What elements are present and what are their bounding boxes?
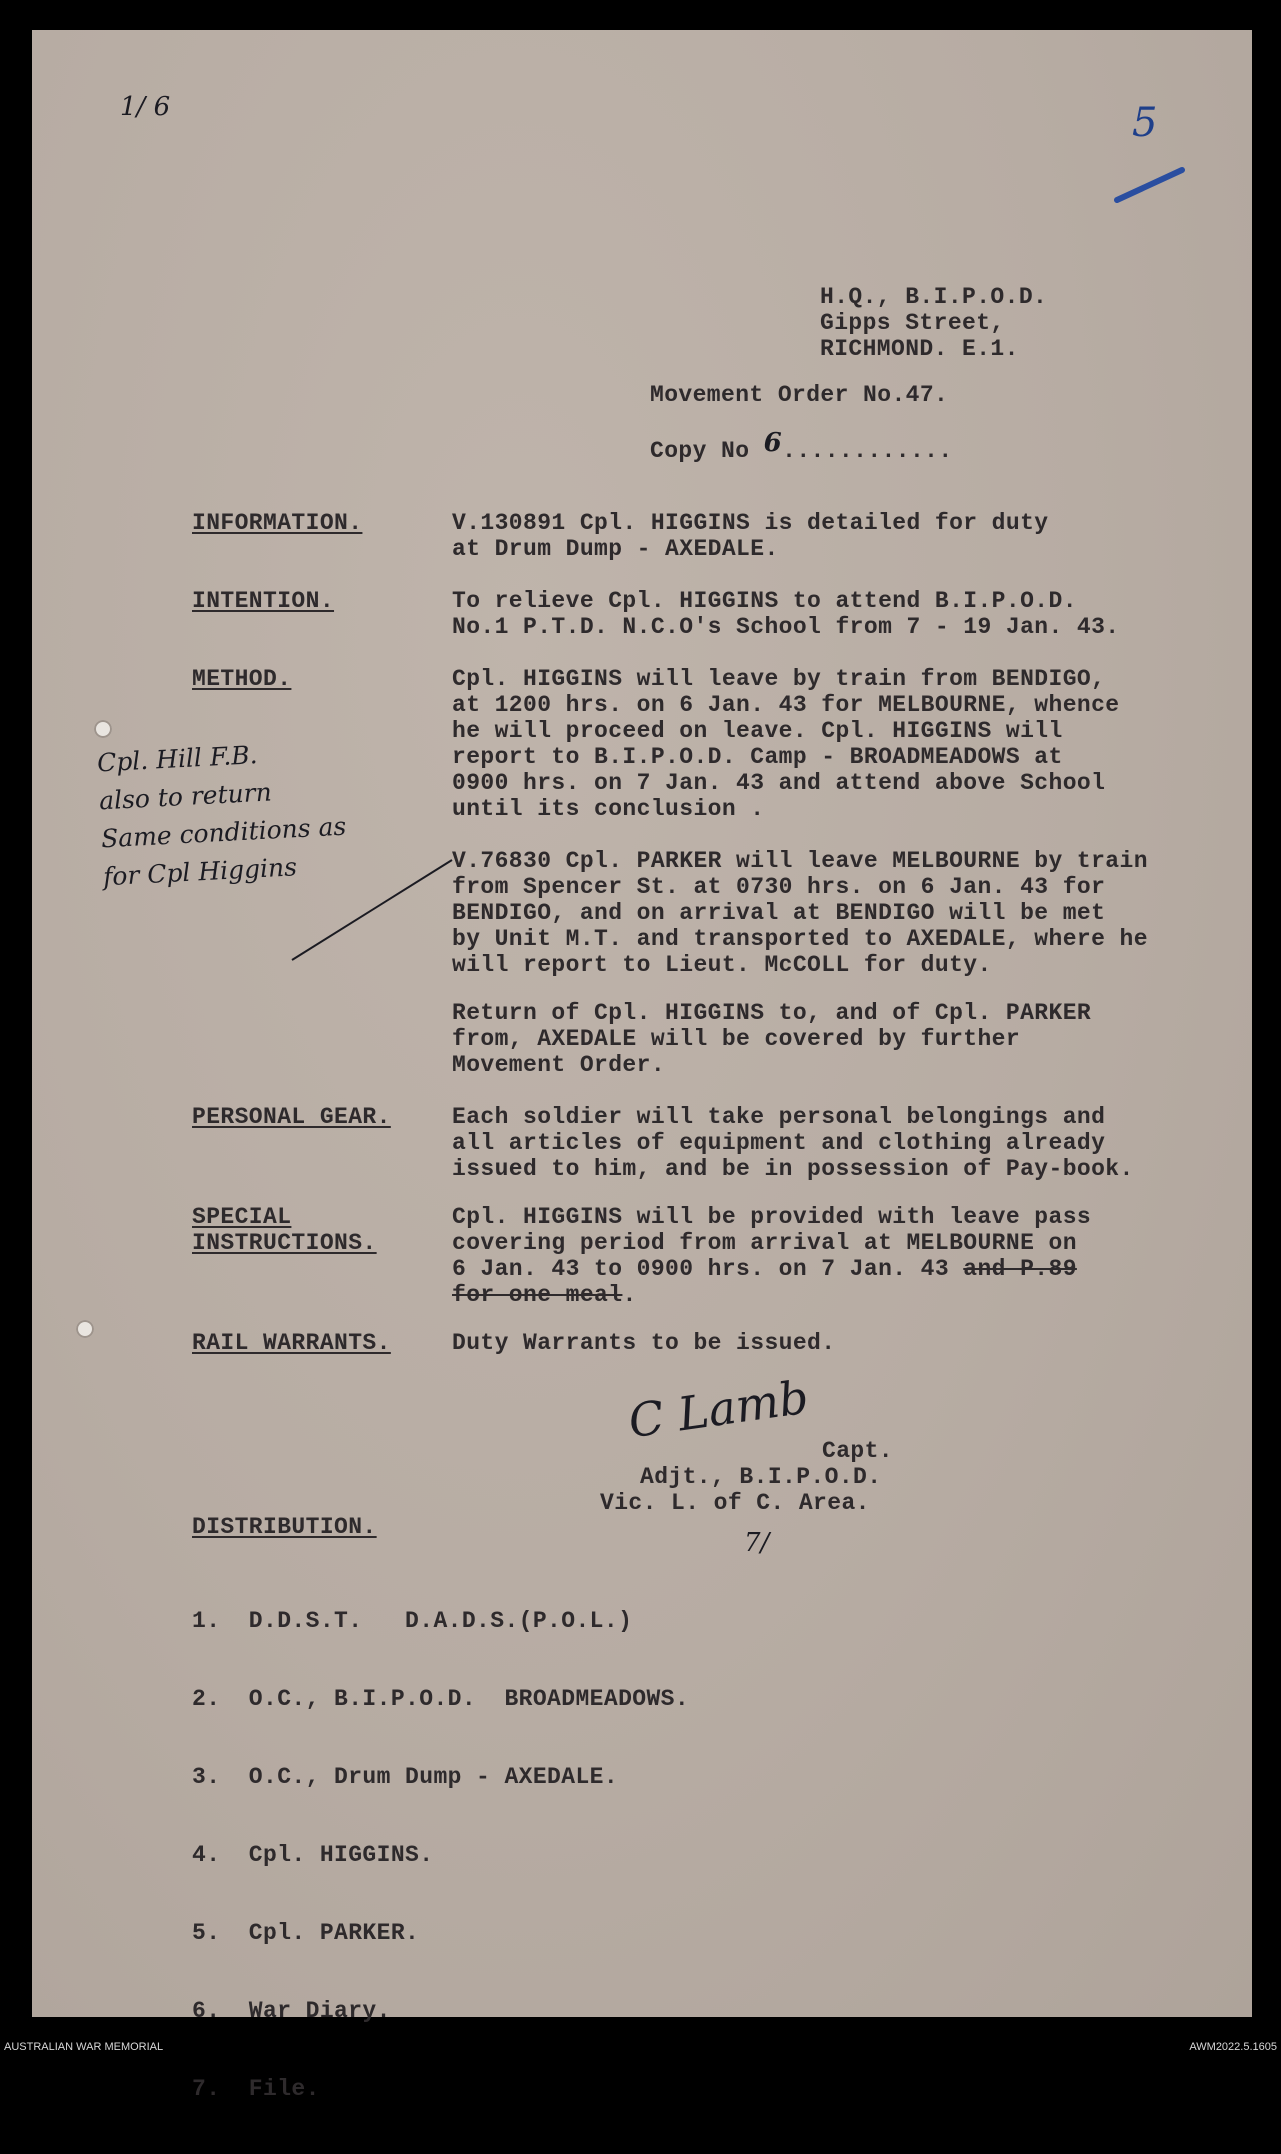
copy-line [650,428,953,464]
order-title: Movement Order No.47. [650,382,949,408]
blue-pen-stroke [1112,130,1192,210]
method-parker-text: V.76830 Cpl. PARKER will leave MELBOURNE by train from Spencer St. at 0730 hrs. on 6 Jan. 43 for BENDIGO, and on arrival at BENDIGO will be met by Unit M.T. and transported to AXEDALE, where he will report to Lieut. McCOLL for duty. [452,848,1148,978]
special-line-2: covering period from arrival at MELBOURNE on [452,1230,1077,1256]
note-arrow-line [282,850,462,970]
distribution-item: 6. War Diary. [192,1998,391,2024]
footer-left: AUSTRALIAN WAR MEMORIAL [4,2041,164,2053]
punch-hole [76,1320,94,1338]
distribution-item: 4. Cpl. HIGGINS. [192,1842,434,1868]
distribution-list [192,1556,689,2154]
distribution-item: 7. File. [192,2076,320,2102]
signature: C Lamb [625,1369,812,1449]
distribution-item: 2. O.C., B.I.P.O.D. BROADMEADOWS. [192,1686,690,1712]
special-line-4-struck: for one meal [452,1282,623,1308]
method-text: Cpl. HIGGINS will leave by train from BENDIGO, at 1200 hrs. on 6 Jan. 43 for MELBOURNE, whence he will proceed on leave. Cpl. HIGGINS will report to B.I.P.O.D. Camp - BROADMEADOWS at 0900 hrs. on 7 Jan. 43 and attend above School until its conclusion . [452,666,1120,822]
punch-hole [94,720,112,738]
special-line-1: Cpl. HIGGINS will be provided with leave pass [452,1204,1092,1230]
address-line-2: Gipps Street, [820,310,1005,336]
heading-intention: INTENTION. [192,588,335,614]
heading-information: INFORMATION. [192,510,363,536]
signature-rank: Capt. [822,1438,894,1464]
top-right-mark: 5 [1132,100,1158,146]
special-line-3 [452,1256,1077,1282]
signature-title-2: Vic. L. of C. Area. [600,1490,870,1516]
special-line-3-text: 6 Jan. 43 to 0900 hrs. on 7 Jan. 43 [452,1256,964,1282]
distribution-item: 5. Cpl. PARKER. [192,1920,420,1946]
signature-title-1: Adjt., B.I.P.O.D. [640,1464,882,1490]
heading-special-1: SPECIAL [192,1204,292,1230]
initial-mark: 7/ [744,1528,770,1558]
heading-method: METHOD. [192,666,292,692]
rail-warrants-text: Duty Warrants to be issued. [452,1330,836,1356]
special-line-4-end: . [622,1282,637,1308]
handwritten-note: Cpl. Hill F.B. also to return Same conditions as for Cpl Higgins [96,740,347,892]
copy-number: 6 [763,428,783,458]
heading-special-2: INSTRUCTIONS. [192,1230,377,1256]
intention-text: To relieve Cpl. HIGGINS to attend B.I.P.O.D. No.1 P.T.D. N.C.O's School from 7 - 19 Jan. 43. [452,588,1120,640]
copy-label: Copy No [650,438,750,464]
distribution-item: 3. O.C., Drum Dump - AXEDALE. [192,1764,619,1790]
address-line-1: H.Q., B.I.P.O.D. [820,284,1048,310]
information-text: V.130891 Cpl. HIGGINS is detailed for duty at Drum Dump - AXEDALE. [452,510,1049,562]
copy-dots: ............ [782,438,953,464]
method-return-text: Return of Cpl. HIGGINS to, and of Cpl. PARKER from, AXEDALE will be covered by further Movement Order. [452,1000,1092,1078]
top-left-mark: 1/ 6 [120,92,171,122]
footer-right: AWM2022.5.1605 [1189,2041,1277,2053]
distribution-item: 1. D.D.S.T. D.A.D.S.(P.O.L.) [192,1608,633,1634]
special-line-4 [452,1282,637,1308]
heading-personal-gear: PERSONAL GEAR. [192,1104,391,1130]
personal-gear-text: Each soldier will take personal belongings and all articles of equipment and clothing already issued to him, and be in possession of Pay-book. [452,1104,1134,1182]
heading-distribution: DISTRIBUTION. [192,1514,377,1540]
special-line-3-struck: and P.89 [963,1256,1077,1282]
heading-rail-warrants: RAIL WARRANTS. [192,1330,391,1356]
address-line-3: RICHMOND. E.1. [820,336,1019,362]
